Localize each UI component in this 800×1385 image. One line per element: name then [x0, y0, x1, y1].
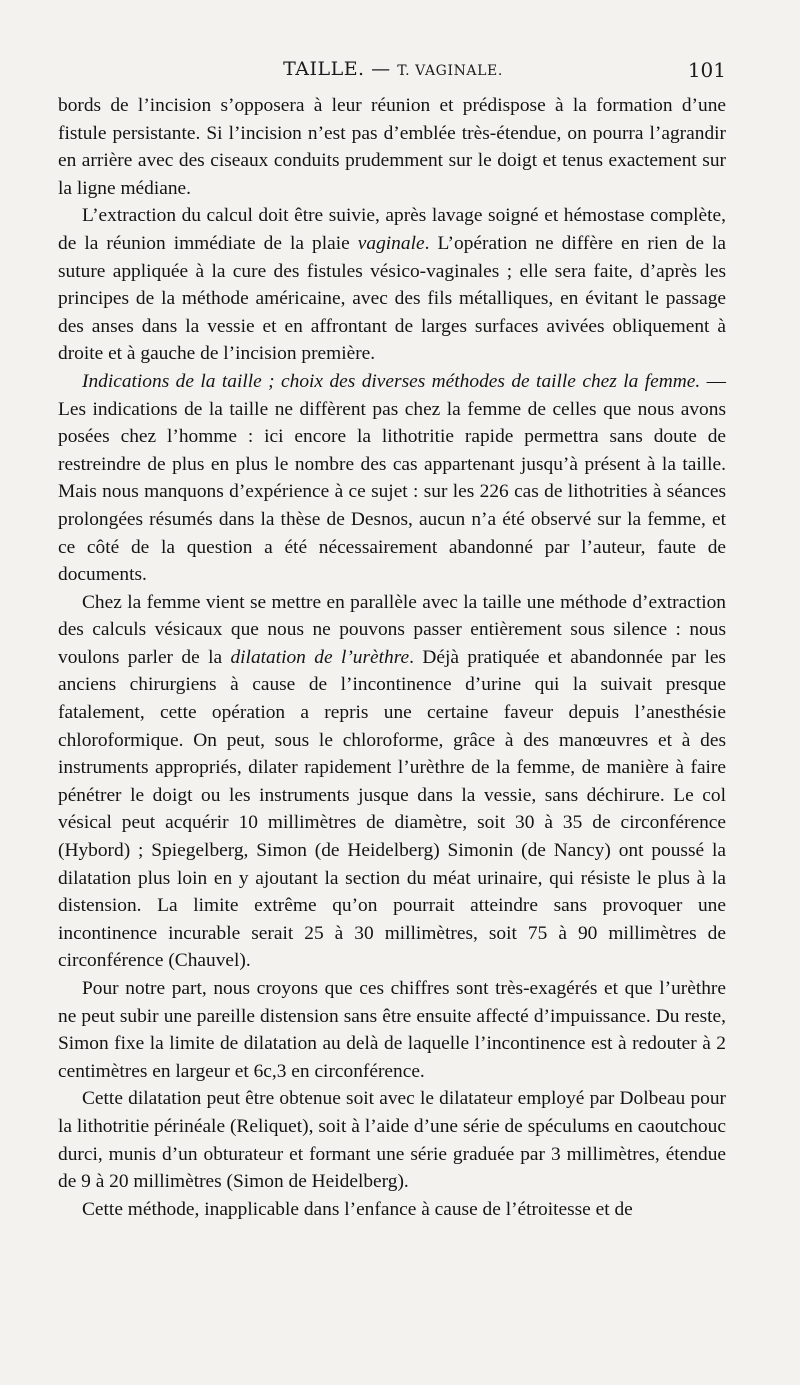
page-number: 101 [687, 58, 726, 82]
paragraph-4 [58, 589, 726, 975]
running-title-dash: — [371, 58, 391, 80]
paragraph-1-text: bords de l’incision s’opposera à leur réunion et prédispose à la formation d’une fistule persistante. Si l’incision n’est pas d’emblée très-étendue, on pourra l’agrandir en arrière avec des ciseaux conduits prudemment sur le doigt et tenus exactement sur la ligne médiane. [58, 95, 726, 199]
paragraph-2-after: . L’opération ne diffère en rien de la suture appliquée à la cure des fistules vésico-vaginales ; elle sera faite, d’après les principes de la méthode américaine, avec des fils métalliques, en évitant le passage des anses dans la vessie et en affrontant de larges surfaces avivées obliquement à droite et à gauche de l’incision première. [58, 232, 726, 365]
running-title-sub: T. VAGINALE. [397, 63, 503, 79]
section-heading-indications: Indications de la taille ; choix des diverses méthodes de taille chez la femme. [82, 370, 701, 392]
paragraph-7-text: Cette méthode, inapplicable dans l’enfance à cause de l’étroitesse et de [82, 1198, 633, 1220]
paragraph-2 [58, 202, 726, 368]
running-title [60, 58, 726, 80]
running-header [60, 58, 726, 88]
paragraph-4-after: . Déjà pratiquée et abandonnée par les anciens chirurgiens à cause de l’incontinence d’urine qui la suivait presque fatalement, cette opération a repris une certaine faveur depuis l’anesthésie chloroformique. On peut, sous le chloroforme, grâce à des manœuvres et à des instruments appropriés, dilater rapidement l’urèthre de la femme, de manière à faire pénétrer le doigt ou les instruments jusque dans la vessie, sans déchirure. Le col vésical peut acquérir 10 millimètres de diamètre, soit 30 à 35 de circonférence (Hybord) ; Spiegelberg, Simon (de Heidelberg) Simonin (de Nancy) ont poussé la dilatation plus loin en y ajoutant la section du méat urinaire, qui résiste le plus à la distension. La limite extrême qu’on pourrait atteindre sans provoquer une incontinence incurable serait 25 à 30 millimètres, soit 75 à 90 millimètres de circonférence (Chauvel). [58, 646, 726, 972]
paragraph-5-text: Pour notre part, nous croyons que ces chiffres sont très-exagérés et que l’urèthre ne peut subir une pareille distension sans être ensuite affecté d’impuissance. Du reste, Simon fixe la limite de dilatation au delà de laquelle l’incontinence est à redouter à 2 centimètres en largeur et 6c,3 en circonférence. [58, 978, 726, 1082]
paragraph-2-italic: vaginale [357, 232, 425, 254]
body-text [58, 92, 726, 1223]
paragraph-6-text: Cette dilatation peut être obtenue soit avec le dilatateur employé par Dolbeau pour la lithotritie périnéale (Reliquet), soit à l’aide d’une série de spéculums en caoutchouc durci, munis d’un obturateur et formant une série graduée par 3 millimètres, étendue de 9 à 20 millimètres (Simon de Heidelberg). [58, 1088, 726, 1193]
paragraph-5 [58, 975, 726, 1085]
paragraph-2-before: L’extraction du calcul doit être suivie, après lavage soigné et hémostase complète, de la réunion immédiate de la plaie [58, 205, 726, 254]
paragraph-3-after: — Les indications de la taille ne diffèrent pas chez la femme de celles que nous avons posées chez l’homme : ici encore la lithotritie rapide permettra sans doute de restreindre de plus en plus le nombre des cas appartenant jusqu’à présent à la taille. Mais nous manquons d’expérience à ce sujet : sur les 226 cas de lithotrities à séances prolongées résumés dans la thèse de Desnos, aucun n’a été observé sur la femme, et ce côté de la question a été nécessairement abandonné par l’auteur, faute de documents. [58, 370, 726, 586]
paragraph-6 [58, 1085, 726, 1195]
paragraph-3 [58, 368, 726, 589]
paragraph-4-before: Chez la femme vient se mettre en parallèle avec la taille une méthode d’extraction des calculs vésicaux que nous ne pouvons passer entièrement sous silence : nous voulons parler de la [58, 591, 726, 668]
paragraph-1 [58, 92, 726, 202]
running-title-main: TAILLE. [283, 58, 365, 80]
paragraph-7 [58, 1196, 726, 1224]
paragraph-4-italic: dilatation de l’urèthre [230, 646, 410, 668]
